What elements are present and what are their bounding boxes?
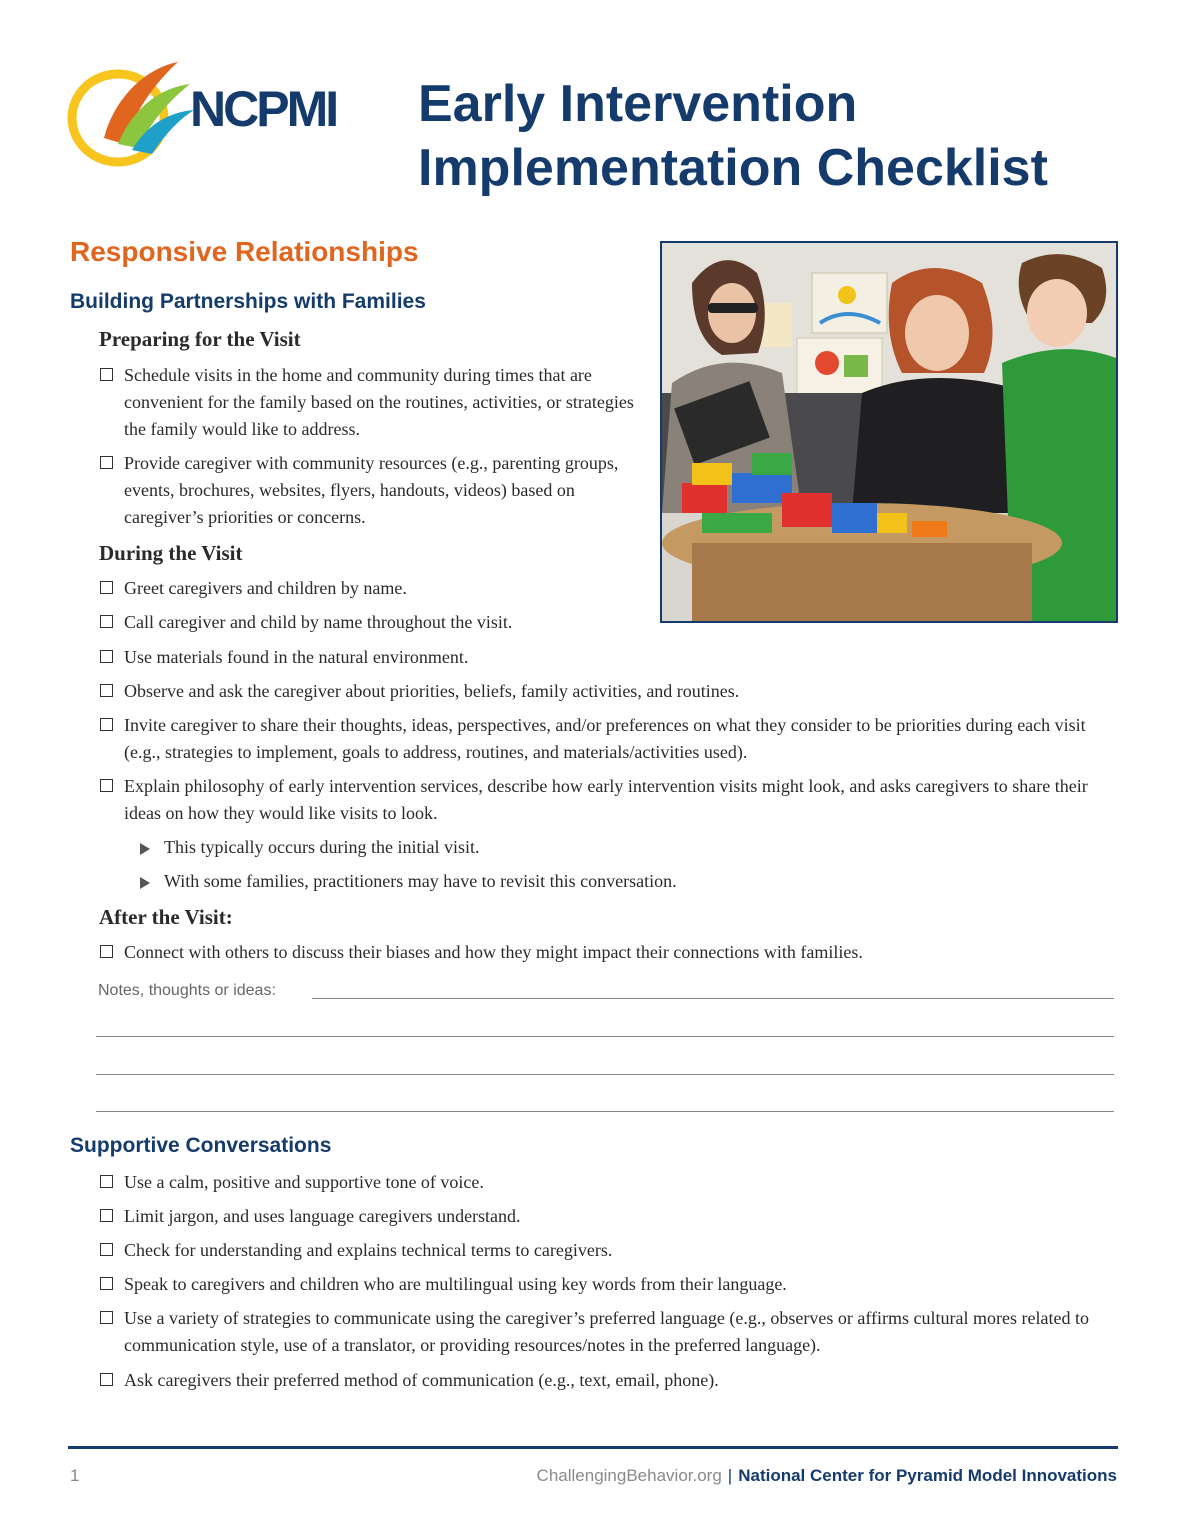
page-number: 1 <box>70 1466 80 1485</box>
building-partnerships-heading: Building Partnerships with Families <box>70 290 426 313</box>
checklist-item[interactable]: Ask caregivers their preferred method of communication (e.g., text, email, phone). <box>100 1367 1118 1394</box>
checklist-item[interactable]: Observe and ask the caregiver about priorities, beliefs, family activities, and routines. <box>100 678 1118 705</box>
checklist-item[interactable]: Call caregiver and child by name throughout the visit. <box>100 609 640 636</box>
section-title: Responsive Relationships <box>70 236 419 267</box>
checkbox[interactable] <box>100 650 113 663</box>
checklist-item[interactable]: Explain philosophy of early intervention services, describe how early intervention visits might look, and asks caregivers to share their ideas on how they would like visits to look. <box>100 773 1118 827</box>
photo-caregivers-with-child <box>660 241 1118 623</box>
checkbox[interactable] <box>100 718 113 731</box>
checklist-item[interactable]: Schedule visits in the home and community during times that are convenient for the family based on the routines, activities, or strategies the family would like to address. <box>100 362 645 443</box>
supportive-conversations-heading: Supportive Conversations <box>70 1134 332 1157</box>
checkbox[interactable] <box>100 368 113 381</box>
checkbox[interactable] <box>100 1373 113 1386</box>
checkbox[interactable] <box>100 1243 113 1256</box>
footer-separator: | <box>727 1466 733 1485</box>
checklist-item[interactable]: Limit jargon, and uses language caregivers understand. <box>100 1203 1118 1230</box>
during-heading: During the Visit <box>99 541 243 565</box>
sub-item: This typically occurs during the initial visit. <box>140 834 1040 861</box>
footer-site-link[interactable]: ChallengingBehavior.org <box>536 1466 722 1485</box>
photo-illustration <box>662 243 1116 621</box>
preparing-heading: Preparing for the Visit <box>99 327 301 351</box>
footer-credit <box>537 1466 1117 1486</box>
page-title <box>418 72 1048 200</box>
ncpmi-swoosh-icon <box>66 58 196 170</box>
checkbox[interactable] <box>100 615 113 628</box>
ncpmi-logo <box>66 58 376 170</box>
title-line-1: Early Intervention <box>418 75 858 133</box>
checklist-item[interactable]: Invite caregiver to share their thoughts, ideas, perspectives, and/or preferences on what they consider to be priorities during each visit (e.g., strategies to implement, goals to address, routines, and materials/activities used). <box>100 712 1118 766</box>
checkbox[interactable] <box>100 1277 113 1290</box>
footer-divider <box>68 1446 1118 1449</box>
checklist-item[interactable]: Use materials found in the natural environment. <box>100 644 1118 671</box>
checklist-item[interactable]: Check for understanding and explains technical terms to caregivers. <box>100 1237 1118 1264</box>
checklist-item[interactable]: Use a calm, positive and supportive tone of voice. <box>100 1169 1118 1196</box>
notes-line[interactable] <box>96 1074 1114 1075</box>
checkbox[interactable] <box>100 779 113 792</box>
checklist-item[interactable]: Greet caregivers and children by name. <box>100 575 640 602</box>
checkbox[interactable] <box>100 581 113 594</box>
checklist-item[interactable]: Connect with others to discuss their biases and how they might impact their connections with families. <box>100 939 1118 966</box>
checkbox[interactable] <box>100 456 113 469</box>
triangle-bullet-icon <box>140 877 150 889</box>
checklist-item[interactable]: Use a variety of strategies to communicate using the caregiver’s preferred language (e.g., observes or affirms cultural mores related to communication style, use of a translator, or providing resources/notes in the preferred language). <box>100 1305 1118 1359</box>
checkbox[interactable] <box>100 684 113 697</box>
checklist-item[interactable]: Provide caregiver with community resources (e.g., parenting groups, events, brochures, websites, flyers, handouts, videos) based on caregiver’s priorities or concerns. <box>100 450 620 531</box>
title-line-2: Implementation Checklist <box>418 139 1048 197</box>
notes-label: Notes, thoughts or ideas: <box>98 982 276 999</box>
logo-text: NCPMI <box>190 81 337 137</box>
after-heading: After the Visit: <box>99 905 233 929</box>
notes-line[interactable] <box>96 1036 1114 1037</box>
checkbox[interactable] <box>100 945 113 958</box>
footer-org-name: National Center for Pyramid Model Innovations <box>738 1466 1117 1485</box>
checkbox[interactable] <box>100 1311 113 1324</box>
checkbox[interactable] <box>100 1175 113 1188</box>
triangle-bullet-icon <box>140 843 150 855</box>
checklist-item[interactable]: Speak to caregivers and children who are multilingual using key words from their language. <box>100 1271 1118 1298</box>
sub-item: With some families, practitioners may have to revisit this conversation. <box>140 868 1040 895</box>
checkbox[interactable] <box>100 1209 113 1222</box>
notes-line[interactable] <box>312 998 1114 999</box>
notes-line[interactable] <box>96 1111 1114 1112</box>
